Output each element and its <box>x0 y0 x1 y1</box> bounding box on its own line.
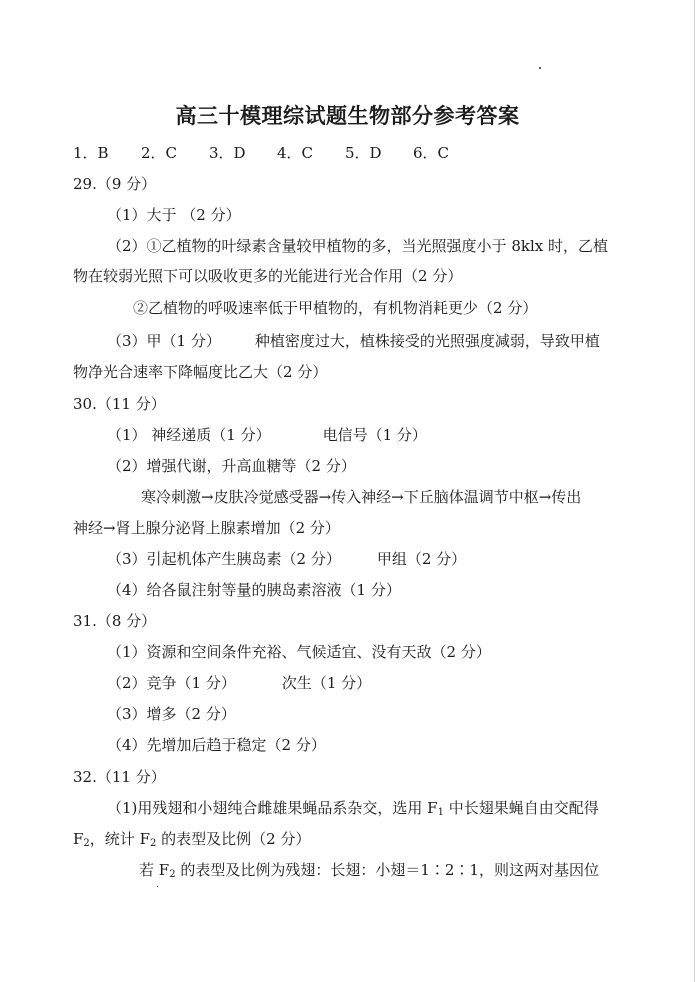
mc-answer: 4．C <box>277 144 314 162</box>
q29-answer-2-part-2: ②乙植物的呼吸速率低于甲植物的，有机物消耗更少（2 分） <box>133 299 538 317</box>
text-segment: （1)用残翅和小翅纯合雌雄果蝇品系杂交，选用 F <box>107 799 438 817</box>
mc-answer: 3．D <box>209 144 246 162</box>
q30-answer-1-part-1: （1） 神经递质（1 分） <box>107 426 271 444</box>
mc-answer: 1．B <box>73 144 109 162</box>
q32-header: 32.（11 分） <box>73 768 166 786</box>
q29-answer-3-part-2: 种植密度过大，植株接受的光照强度减弱，导致甲植 <box>254 332 600 350</box>
q30-header: 30.（11 分） <box>73 395 166 413</box>
multiple-choice-answers <box>73 143 481 163</box>
q31-answer-2-part-2: 次生（1 分） <box>281 674 372 692</box>
mc-answer: 6．C <box>413 144 450 162</box>
q32-answer-1-line-2 <box>73 829 310 854</box>
mc-answer: 5．D <box>345 144 382 162</box>
q31-answer-2 <box>107 673 371 693</box>
text-segment: 若 F <box>139 861 170 879</box>
q30-answer-3 <box>107 549 466 569</box>
subscript: 1 <box>437 807 444 818</box>
q30-answer-2-pathway-line-1: 寒冷刺激→皮肤冷觉感受器→传入神经→下丘脑体温调节中枢→传出 <box>141 488 582 506</box>
q31-header: 31.（8 分） <box>73 612 157 630</box>
q30-answer-2-pathway-line-2: 神经→肾上腺分泌肾上腺素增加（2 分） <box>73 519 340 537</box>
scan-dot <box>157 886 158 887</box>
text-segment: 中长翅果蝇自由交配得 <box>443 799 599 817</box>
q29-answer-1: （1）大于 （2 分） <box>107 206 241 224</box>
q31-answer-3: （3）增多（2 分） <box>107 705 236 723</box>
text-segment: 的表型及比例为残翅：长翅：小翅＝1∶2∶1，则这两对基因位 <box>175 861 599 879</box>
subscript: 2 <box>169 869 176 880</box>
page-title: 高三十模理综试题生物部分参考答案 <box>175 104 520 128</box>
q29-answer-2-line-2: 物在较弱光照下可以吸收更多的光能进行光合作用（2 分） <box>73 267 463 285</box>
q30-answer-4: （4）给各鼠注射等量的胰岛素溶液（1 分） <box>107 581 401 599</box>
q29-answer-2-line-1: （2）①乙植物的叶绿素含量较甲植物的多，当光照强度小于 8klx 时，乙植 <box>107 237 608 255</box>
q32-answer-1-line-3 <box>139 860 599 885</box>
text-segment: ，统计 F <box>89 830 150 848</box>
q30-answer-1 <box>107 425 427 445</box>
q32-answer-1-line-1 <box>107 798 599 823</box>
q30-answer-1-part-2: 电信号（1 分） <box>322 426 427 444</box>
mc-answer: 2．C <box>141 144 178 162</box>
q29-answer-3-line-2: 物净光合速率下降幅度比乙大（2 分） <box>73 363 328 381</box>
q29-answer-3-line-1 <box>107 331 600 351</box>
q29-header: 29.（9 分） <box>73 175 157 193</box>
scan-dot <box>539 67 541 69</box>
text-segment: 的表型及比例（2 分） <box>156 830 311 848</box>
q31-answer-1: （1）资源和空间条件充裕、气候适宜、没有天敌（2 分） <box>107 643 491 661</box>
q30-answer-3-part-2: 甲组（2 分） <box>376 550 467 568</box>
q29-answer-3-part-1: （3）甲（1 分） <box>107 332 221 350</box>
q31-answer-4: （4）先增加后趋于稳定（2 分） <box>107 736 326 754</box>
text-segment: F <box>73 830 84 848</box>
q31-answer-2-part-1: （2）竞争（1 分） <box>107 674 236 692</box>
subscript: 2 <box>83 838 90 849</box>
q30-answer-2: （2）增强代谢，升高血糖等（2 分） <box>107 457 356 475</box>
subscript: 2 <box>149 838 157 849</box>
q30-answer-3-part-1: （3）引起机体产生胰岛素（2 分） <box>107 550 341 568</box>
